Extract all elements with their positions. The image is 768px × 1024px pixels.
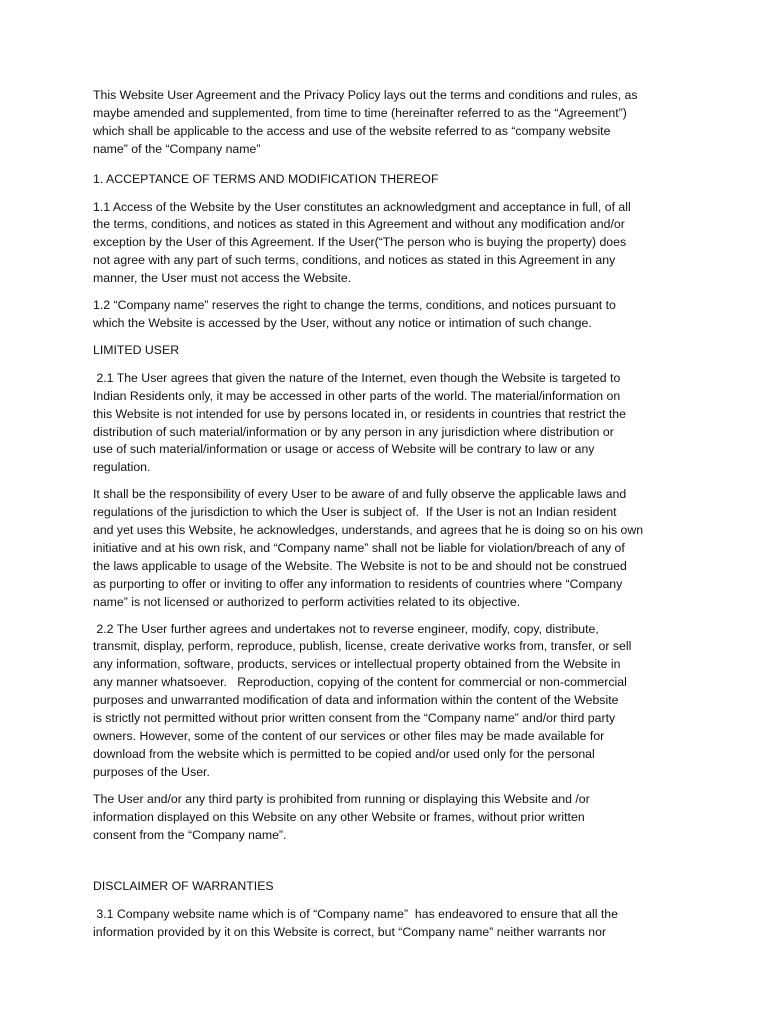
text-line: regulation. — [93, 460, 151, 475]
text-line: download from the website which is permitted to be copied and/or used only for the personal — [93, 746, 595, 761]
text-line: purposes and unwarranted modification of data and information within the content of the Website — [93, 693, 619, 708]
section-heading — [93, 171, 688, 189]
text-line: information provided by it on this Website is correct, but “Company name” neither warrants nor — [93, 925, 607, 940]
document-body — [93, 87, 688, 942]
section-heading — [93, 342, 688, 360]
text-line: exception by the User of this Agreement. If the User(“The person who is buying the property) does — [93, 235, 627, 250]
paragraph — [93, 297, 688, 333]
paragraph — [93, 791, 688, 845]
text-line: The User and/or any third party is prohibited from running or displaying this Website and /or — [93, 791, 590, 806]
text-line: this Website is not intended for use by persons located in, or residents in countries that restrict the — [93, 406, 626, 421]
text-line: This Website User Agreement and the Privacy Policy lays out the terms and conditions and rules, as — [93, 88, 638, 102]
text-line: 2.1 The User agrees that given the nature of the Internet, even though the Website is targeted to — [93, 370, 621, 385]
text-line: It shall be the responsibility of every User to be aware of and fully observe the applicable laws and — [93, 487, 627, 502]
text-line: initiative and at his own risk, and “Company name” shall not be liable for violation/breach of any of — [93, 540, 625, 555]
text-line: not agree with any part of such terms, conditions, and notices as stated in this Agreement in any — [93, 253, 616, 268]
text-line: is strictly not permitted without prior written consent from the “Company name” and/or third party — [93, 711, 616, 726]
paragraph — [93, 906, 688, 942]
section-heading — [93, 878, 688, 896]
text-line: and yet uses this Website, he acknowledges, understands, and agrees that he is doing so on his own — [93, 523, 644, 538]
text-line: the laws applicable to usage of the Website. The Website is not to be and should not be construed — [93, 558, 627, 573]
text-line: any information, software, products, services or intellectual property obtained from the Website in — [93, 657, 621, 672]
text-line: consent from the “Company name”. — [93, 827, 287, 842]
text-line: the terms, conditions, and notices as stated in this Agreement and without any modification and/or — [93, 217, 625, 232]
paragraph — [93, 621, 688, 782]
text-line: name” of the “Company name” — [93, 141, 261, 156]
text-line: use of such material/information or usage or access of Website will be contrary to law or any — [93, 442, 595, 457]
text-line: owners. However, some of the content of our services or other files may be made available for — [93, 729, 605, 743]
text-line: Indian Residents only, it may be accessed in other parts of the world. The material/information on — [93, 388, 621, 403]
paragraph — [93, 370, 688, 477]
text-line: manner, the User must not access the Website. — [93, 271, 352, 286]
text-line: distribution of such material/information or by any person in any jurisdiction where distribution or — [93, 424, 614, 439]
text-line: regulations of the jurisdiction to which the User is subject of. If the User is not an Indian resident — [93, 505, 617, 520]
paragraph — [93, 486, 688, 611]
text-line: 1.1 Access of the Website by the User constitutes an acknowledgment and acceptance in full, of all — [93, 199, 631, 214]
text-line: DISCLAIMER OF WARRANTIES — [93, 879, 274, 894]
text-line: transmit, display, perform, reproduce, publish, license, create derivative works from, transfer, or sell — [93, 639, 632, 654]
text-line: purposes of the User. — [93, 764, 210, 779]
text-line: 3.1 Company website name which is of “Company name” has endeavored to ensure that all the — [93, 907, 618, 922]
text-line: 2.2 The User further agrees and undertakes not to reverse engineer, modify, copy, distribute, — [93, 621, 599, 636]
text-line: as purporting to offer or inviting to offer any information to residents of countries where “Company — [93, 576, 623, 591]
text-line: name” is not licensed or authorized to perform activities related to its objective. — [93, 594, 521, 609]
text-line: any manner whatsoever. Reproduction, copying of the content for commercial or non-commercial — [93, 675, 627, 690]
text-line: which the Website is accessed by the User, without any notice or intimation of such change. — [93, 315, 592, 330]
paragraph — [93, 87, 688, 159]
text-line: 1.2 “Company name” reserves the right to change the terms, conditions, and notices pursuant to — [93, 298, 616, 313]
text-line: information displayed on this Website on any other Website or frames, without prior written — [93, 809, 585, 824]
paragraph — [93, 199, 688, 289]
text-line: 1. ACCEPTANCE OF TERMS AND MODIFICATION THEREOF — [93, 171, 439, 186]
text-line: which shall be applicable to the access and use of the website referred to as “company website — [93, 123, 611, 138]
text-line: maybe amended and supplemented, from time to time (hereinafter referred to as the “Agreement”) — [93, 105, 627, 120]
text-line: LIMITED USER — [93, 342, 180, 357]
